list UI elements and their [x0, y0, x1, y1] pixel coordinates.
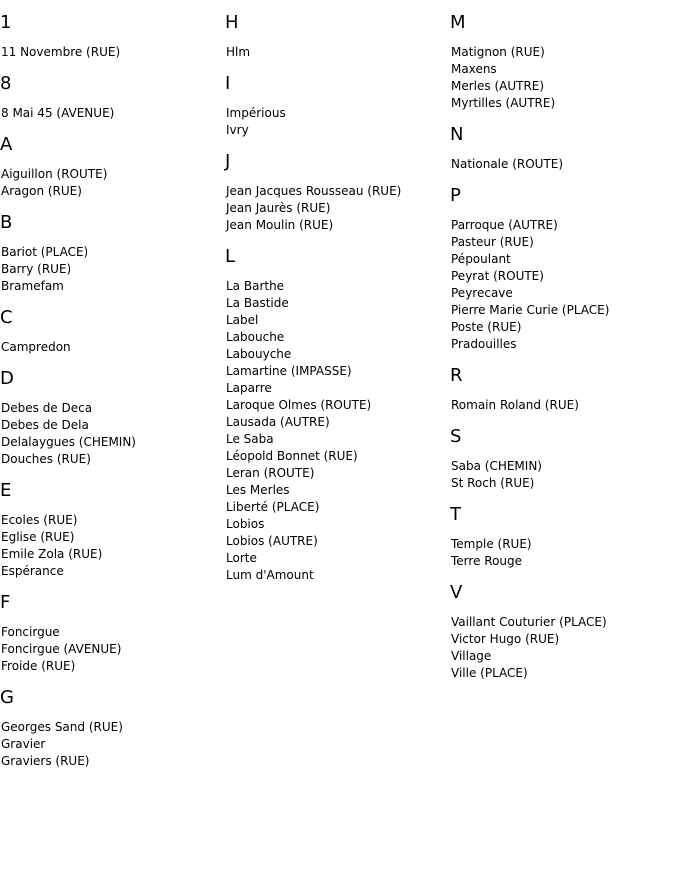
section-letter-heading: 8	[0, 73, 12, 94]
street-list	[450, 458, 675, 492]
street-list	[0, 166, 225, 200]
letter-section	[450, 14, 675, 112]
street-list	[450, 44, 675, 112]
section-letter-heading: P	[450, 185, 461, 206]
letter-section	[0, 594, 225, 675]
street-item: Lorte	[226, 551, 257, 565]
street-item: Peyrecave	[451, 286, 513, 300]
street-item: Poste (RUE)	[451, 320, 522, 334]
letter-section	[225, 14, 450, 61]
street-item: Lobios	[226, 517, 265, 531]
street-item: Laparre	[226, 381, 272, 395]
street-item: Lobios (AUTRE)	[226, 534, 318, 548]
street-list	[225, 183, 450, 234]
street-list	[0, 719, 225, 770]
section-letter-heading: V	[450, 582, 463, 603]
street-item: Pierre Marie Curie (PLACE)	[451, 303, 610, 317]
street-item: Les Merles	[226, 483, 290, 497]
street-item: Aiguillon (ROUTE)	[1, 167, 108, 181]
letter-section	[450, 187, 675, 353]
street-index-column	[225, 0, 450, 584]
letter-section	[225, 248, 450, 584]
letter-section	[0, 14, 225, 61]
street-item: Temple (RUE)	[451, 537, 532, 551]
street-item: Nationale (ROUTE)	[451, 157, 564, 171]
street-list	[225, 278, 450, 584]
street-item: 8 Mai 45 (AVENUE)	[1, 106, 115, 120]
section-letter-heading: M	[450, 12, 466, 33]
street-list	[450, 156, 675, 173]
street-item: Merles (AUTRE)	[451, 79, 545, 93]
street-item: Lausada (AUTRE)	[226, 415, 330, 429]
street-item: Labouyche	[226, 347, 292, 361]
street-item: Douches (RUE)	[1, 452, 91, 466]
section-letter-heading: H	[225, 12, 239, 33]
street-item: Pradouilles	[451, 337, 517, 351]
street-item: Emile Zola (RUE)	[1, 547, 103, 561]
street-item: Campredon	[1, 340, 71, 354]
street-item: Foncirgue (AVENUE)	[1, 642, 122, 656]
section-letter-heading: J	[225, 151, 231, 172]
street-list	[0, 244, 225, 295]
street-item: Labouche	[226, 330, 285, 344]
street-item: Jean Jacques Rousseau (RUE)	[226, 184, 402, 198]
letter-section	[450, 506, 675, 570]
letter-section	[0, 214, 225, 295]
section-letter-heading: I	[225, 73, 231, 94]
street-item: Delalaygues (CHEMIN)	[1, 435, 136, 449]
street-item: Bariot (PLACE)	[1, 245, 89, 259]
street-list	[225, 44, 450, 61]
street-item: Terre Rouge	[451, 554, 523, 568]
street-item: Victor Hugo (RUE)	[451, 632, 560, 646]
street-item: Liberté (PLACE)	[226, 500, 320, 514]
section-letter-heading: E	[0, 480, 12, 501]
street-item: Debes de Deca	[1, 401, 93, 415]
street-index-column	[450, 0, 675, 682]
street-list	[0, 105, 225, 122]
section-letter-heading: C	[0, 307, 13, 328]
street-list	[225, 105, 450, 139]
letter-section	[450, 428, 675, 492]
street-list	[450, 397, 675, 414]
section-letter-heading: N	[450, 124, 464, 145]
street-item: Graviers (RUE)	[1, 754, 90, 768]
street-item: Matignon (RUE)	[451, 45, 545, 59]
street-item: Eglise (RUE)	[1, 530, 75, 544]
street-list	[450, 217, 675, 353]
street-item: Espérance	[1, 564, 64, 578]
street-list	[0, 400, 225, 468]
street-item: Leran (ROUTE)	[226, 466, 315, 480]
street-item: Laroque Olmes (ROUTE)	[226, 398, 372, 412]
street-item: Parroque (AUTRE)	[451, 218, 558, 232]
street-item: Ecoles (RUE)	[1, 513, 78, 527]
street-list	[0, 339, 225, 356]
street-item: Lum d'Amount	[226, 568, 314, 582]
street-item: Aragon (RUE)	[1, 184, 82, 198]
street-item: Hlm	[226, 45, 251, 59]
street-item: Léopold Bonnet (RUE)	[226, 449, 358, 463]
section-letter-heading: G	[0, 687, 14, 708]
street-index-column	[0, 0, 225, 770]
street-item: Jean Jaurès (RUE)	[226, 201, 331, 215]
street-item: Pépoulant	[451, 252, 511, 266]
section-letter-heading: B	[0, 212, 13, 233]
letter-section	[0, 309, 225, 356]
street-item: Myrtilles (AUTRE)	[451, 96, 556, 110]
street-item: Romain Roland (RUE)	[451, 398, 579, 412]
section-letter-heading: F	[0, 592, 11, 613]
street-item: Gravier	[1, 737, 46, 751]
street-item: Impérious	[226, 106, 286, 120]
street-item: Barry (RUE)	[1, 262, 72, 276]
section-letter-heading: L	[225, 246, 236, 267]
section-letter-heading: D	[0, 368, 14, 389]
street-item: Debes de Dela	[1, 418, 89, 432]
street-item: Pasteur (RUE)	[451, 235, 534, 249]
section-letter-heading: 1	[0, 12, 12, 33]
street-item: Peyrat (ROUTE)	[451, 269, 544, 283]
street-list	[0, 624, 225, 675]
letter-section	[0, 136, 225, 200]
street-item: Froide (RUE)	[1, 659, 76, 673]
street-list	[0, 44, 225, 61]
street-item: Vaillant Couturier (PLACE)	[451, 615, 607, 629]
street-item: Village	[451, 649, 492, 663]
letter-section	[450, 367, 675, 414]
street-item: Ivry	[226, 123, 249, 137]
street-item: Label	[226, 313, 259, 327]
street-item: Foncirgue	[1, 625, 60, 639]
street-item: Saba (CHEMIN)	[451, 459, 542, 473]
street-item: 11 Novembre (RUE)	[1, 45, 121, 59]
street-list	[450, 536, 675, 570]
letter-section	[450, 126, 675, 173]
street-item: La Bastide	[226, 296, 289, 310]
section-letter-heading: S	[450, 426, 462, 447]
section-letter-heading: T	[450, 504, 461, 525]
street-list	[450, 614, 675, 682]
street-item: St Roch (RUE)	[451, 476, 535, 490]
street-item: La Barthe	[226, 279, 285, 293]
letter-section	[0, 370, 225, 468]
street-item: Lamartine (IMPASSE)	[226, 364, 352, 378]
street-list	[0, 512, 225, 580]
letter-section	[0, 75, 225, 122]
street-item: Maxens	[451, 62, 497, 76]
letter-section	[0, 689, 225, 770]
letter-section	[0, 482, 225, 580]
letter-section	[225, 153, 450, 234]
letter-section	[225, 75, 450, 139]
letter-section	[450, 584, 675, 682]
street-item: Bramefam	[1, 279, 64, 293]
street-item: Le Saba	[226, 432, 274, 446]
section-letter-heading: R	[450, 365, 463, 386]
section-letter-heading: A	[0, 134, 13, 155]
street-item: Ville (PLACE)	[451, 666, 528, 680]
street-item: Georges Sand (RUE)	[1, 720, 123, 734]
street-item: Jean Moulin (RUE)	[226, 218, 334, 232]
